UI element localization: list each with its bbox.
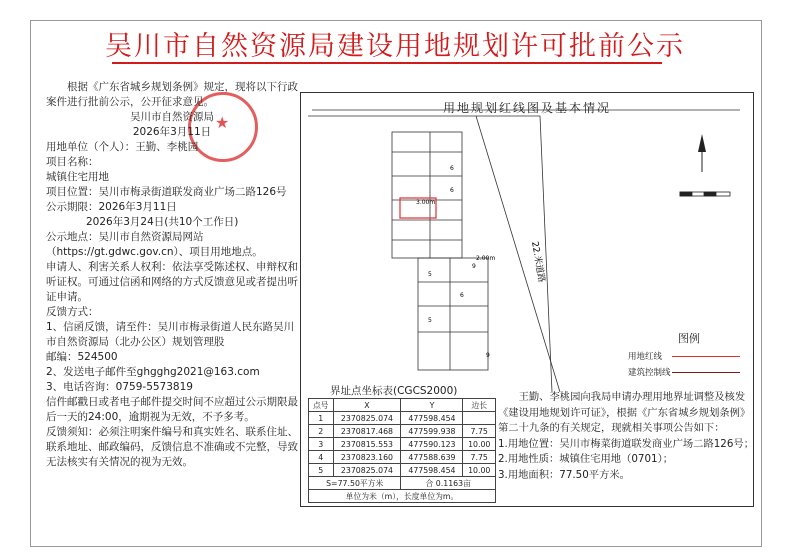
scale-bar-icon — [680, 192, 730, 196]
table-row — [309, 438, 496, 451]
notice-item-2: 2.用地性质：城镇住宅用地（0701）； — [498, 453, 674, 466]
notice-item-3: 3.用地面积：77.50平方米。 — [498, 468, 630, 481]
cell: 2370823.160 — [333, 451, 401, 464]
cell: 3 — [309, 438, 334, 451]
scale-bar-segment — [704, 192, 716, 196]
cell: 4 — [309, 451, 334, 464]
feedback-letter: 1、信函反馈，请至件：吴川市梅录街道人民东路吴川市自然资源局（北办公区）规划管理股 — [46, 321, 295, 348]
project-name: 城镇住宅用地 — [46, 171, 109, 183]
coords-table — [308, 398, 496, 503]
project-name-label: 项目名称： — [46, 156, 99, 168]
legend — [628, 330, 750, 392]
cell: 477599.938 — [401, 425, 463, 438]
unit-row — [309, 490, 496, 503]
period-start: 2026年3月11日 — [98, 201, 177, 213]
legend-label: 建筑控制线 — [628, 368, 671, 378]
cell: 2 — [309, 425, 334, 438]
dim-b: 2.00m — [476, 255, 496, 262]
notice-body: 王勤、李桃园向我局申请办理用地界址调整及核发《建设用地规划许可证》，根据《广东省城乡规划条例》第二十九条的有关规定，现就相关事项公告如下： — [498, 391, 751, 435]
dim-a: 3.00m — [416, 199, 436, 206]
legend-line-dark — [672, 372, 740, 373]
lot-number: 6 — [460, 292, 464, 299]
postcode: 邮编：524500 — [46, 351, 118, 363]
cell: 477588.639 — [401, 451, 463, 464]
legend-line-red — [672, 356, 740, 357]
page-title: 吴川市自然资源局建设用地规划许可批前公示 — [105, 31, 685, 62]
cell — [463, 412, 496, 425]
cell: 2370815.553 — [333, 438, 401, 451]
notice-item-1: 1.用地位置：吴川市梅菜街道联发商业广场二路126号； — [498, 437, 755, 450]
rights: 申请人、利害关系人权利：依法享受陈述权、申辩权和听证权。可通过信函和网络的方式反馈意见或者提出听证申请。 — [46, 261, 298, 303]
header-cell: 边长 — [463, 399, 496, 412]
lot-number: 6 — [450, 187, 454, 194]
cell: 2370825.074 — [333, 412, 401, 425]
period-label: 公示期限： — [46, 201, 99, 213]
road-edge-right — [476, 116, 560, 392]
cell: 2370817.468 — [333, 425, 401, 438]
cell: 7.75 — [463, 451, 496, 464]
area-mu: 合 0.1163亩 — [401, 477, 496, 490]
header-cell: X — [333, 399, 401, 412]
issue-date: 2026年3月11日 — [132, 126, 212, 138]
table-row — [309, 451, 496, 464]
period-end: 2026年3月24日(共10个工作日) — [86, 216, 239, 228]
applicant: 用地单位（个人）：王勤、李桃园 — [46, 141, 199, 153]
map-title: 用地规划红线图及基本情况 — [442, 101, 611, 115]
lot-number: 5 — [428, 271, 432, 278]
title-underline — [112, 62, 662, 64]
north-arrow-head — [698, 134, 706, 152]
lot-block-upper-outline — [392, 132, 462, 258]
unit-note: 单位为米（m），长度单位为m。 — [309, 490, 496, 503]
announcement-text — [46, 80, 298, 470]
cell: 477590.123 — [401, 438, 463, 451]
legend-item-red-line — [628, 350, 750, 362]
table-row — [309, 464, 496, 477]
lot-number: 9 — [472, 263, 476, 270]
north-arrow-icon — [698, 134, 706, 172]
legend-item-control-line — [628, 366, 750, 378]
lot-number: 9 — [486, 352, 490, 359]
feedback-email: 2、发送电子邮件至ghgghg2021@163.com — [46, 366, 260, 378]
legend-label: 用地红线 — [628, 352, 663, 362]
scale-bar-segment — [680, 192, 692, 196]
location: 项目位置：吴川市梅录街道联发商业广场二路126号 — [46, 186, 287, 198]
cell: 1 — [309, 412, 334, 425]
notice-text — [498, 390, 756, 484]
road-label: 22.米道路 — [529, 240, 547, 284]
cell: 10.00 — [463, 438, 496, 451]
table-row — [309, 425, 496, 438]
intro-text: 根据《广东省城乡规划条例》规定，现将以下行政案件进行批前公示，公开征求意见。 — [46, 81, 298, 108]
lot-number: 5 — [428, 317, 432, 324]
lot-number: 6 — [450, 165, 454, 172]
header-cell: Y — [401, 399, 463, 412]
cell: 5 — [309, 464, 334, 477]
cell: 7.75 — [463, 425, 496, 438]
area-sqm: S=77.50平方米 — [309, 477, 401, 490]
note: 反馈须知：必须注明案件编号和真实姓名、联系住址、联系地址、邮政编码，反馈信息不准确或不完整，导致无法核实有关情况的视为无效。 — [46, 426, 298, 468]
lot-numbers — [428, 165, 490, 359]
lot-block-upper — [392, 132, 462, 258]
feedback-label: 反馈方式： — [46, 306, 99, 318]
cell: 2370825.074 — [333, 464, 401, 477]
feedback-phone: 3、电话咨询：0759-5573819 — [46, 381, 193, 393]
area-row — [309, 477, 496, 490]
legend-title: 图例 — [678, 332, 700, 345]
deadline: 信件邮戳日或者电子邮件提交时间不应超过公示期限最后一天的24:00，逾期视为无效，不予多考。 — [46, 396, 298, 423]
header-cell: 点号 — [309, 399, 334, 412]
table-header-row — [309, 399, 496, 412]
coords-title: 界址点坐标表(CGCS2000) — [330, 385, 458, 397]
seal-star-icon: ★ — [215, 113, 230, 132]
venue: 公示地点：吴川市自然资源局网站（https://gt.gdwc.gov.cn）、项目用地地点。 — [46, 231, 263, 258]
cell: 10.00 — [463, 464, 496, 477]
cell: 477598.454 — [401, 412, 463, 425]
issuer: 吴川市自然资源局 — [130, 111, 214, 123]
table-row — [309, 412, 496, 425]
cell: 477598.454 — [401, 464, 463, 477]
